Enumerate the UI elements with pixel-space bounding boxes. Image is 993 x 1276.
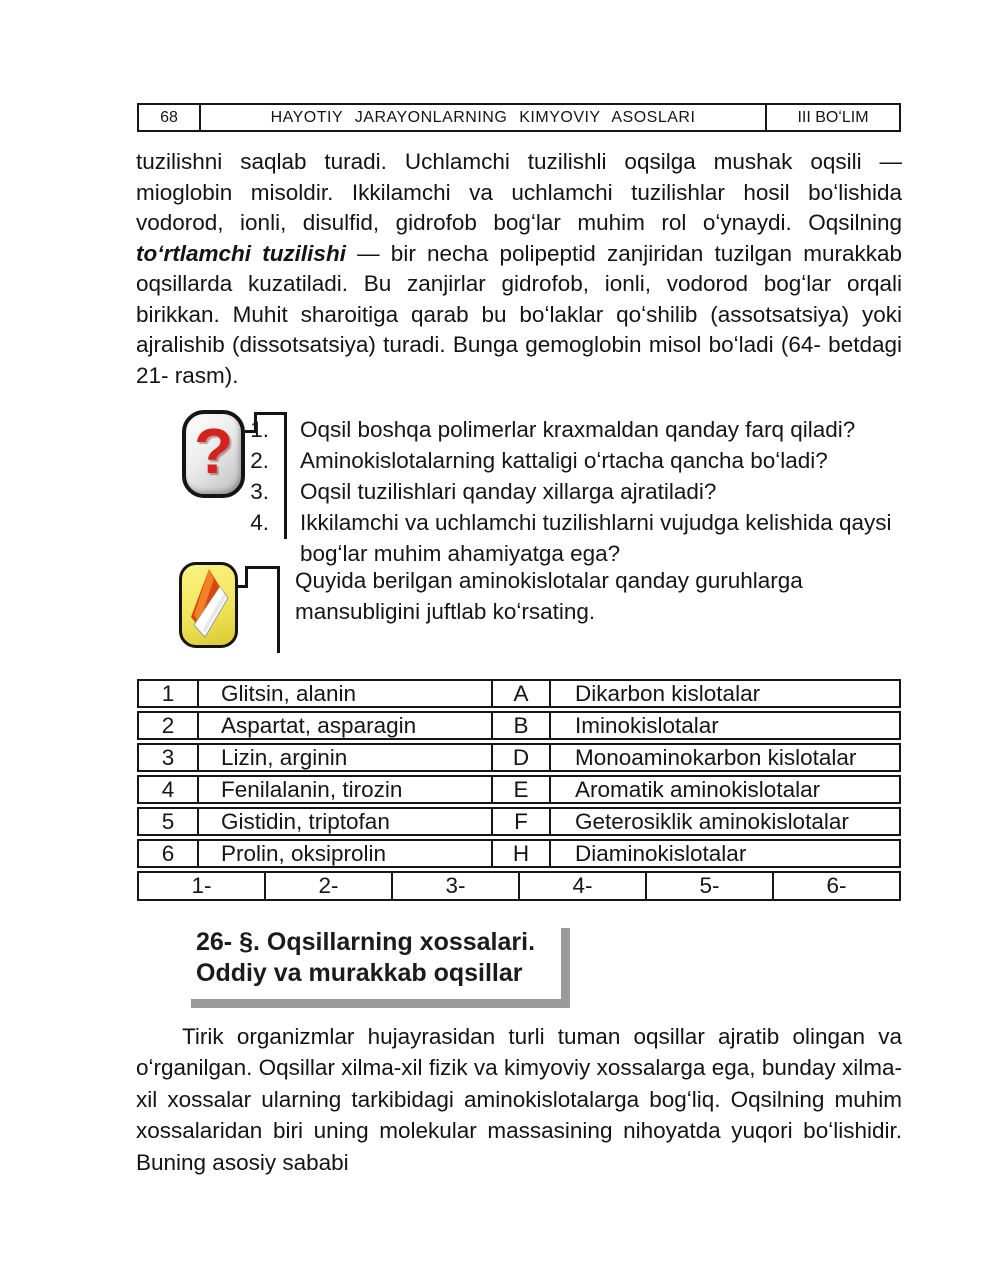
- connector-line: [245, 566, 280, 569]
- row-number: 1: [139, 681, 199, 706]
- group-cell: Diaminokislotalar: [575, 840, 747, 866]
- question-number: 3.: [250, 479, 269, 504]
- answer-cell: 5-: [647, 873, 774, 899]
- question-number: 4.: [250, 510, 269, 535]
- row-number: 5: [139, 809, 199, 834]
- body-paragraph-1: [136, 147, 902, 391]
- chapter-title: HAYOTIY JARAYONLARNING KIMYOVIY ASOSLARI: [201, 105, 767, 130]
- amino-acids-cell: Gistidin, triptofan: [199, 809, 493, 834]
- paragraph1-part1: tuzilishni saqlab turadi. Uchlamchi tuzilishli oqsilga mushak oqsili — mioglobin misoldir. Ikkilamchi va uchlamchi tuzilishlar hosil boʻlishida vodorod, ionli, disulfid, gidrofob bogʻlar muhim rol oʻynaydi. Oqsilning: [136, 149, 902, 235]
- question-number: 1.: [250, 417, 269, 442]
- connector-line: [245, 566, 248, 588]
- matching-table: [137, 679, 901, 901]
- answer-cell: 3-: [393, 873, 520, 899]
- table-row: [137, 807, 901, 836]
- row-letter: F: [493, 809, 551, 834]
- task-block: [137, 556, 903, 660]
- question-number: 2.: [250, 448, 269, 473]
- body-paragraph-2: Tirik organizmlar hujayrasidan turli tuman oqsillar ajratib olingan va oʻrganilgan. Oqsillar xilma-xil fizik va kimyoviy xossalarga ega, bunday xilma-xil xossalar ularning tarkibidagi aminokislotalarga bogʻliq. Oqsilning muhim xossalaridan biri uning molekular massasining nihoyatda yuqori boʻlishidir. Buning asosiy sababi: [136, 1024, 902, 1175]
- row-number: 3: [139, 745, 199, 770]
- table-row: [137, 839, 901, 868]
- answer-cell: 2-: [266, 873, 393, 899]
- section-heading: [182, 919, 561, 999]
- open-book-drawing: [182, 565, 235, 645]
- row-letter: D: [493, 745, 551, 770]
- group-cell: Iminokislotalar: [575, 712, 719, 738]
- group-cell: Aromatik aminokislotalar: [575, 776, 821, 802]
- table-row: [137, 711, 901, 740]
- row-letter: H: [493, 841, 551, 866]
- group-cell: Dikarbon kislotalar: [575, 680, 761, 706]
- answer-cell: 1-: [139, 873, 266, 899]
- question-item: [247, 414, 899, 445]
- group-cell: Monoaminokarbon kislotalar: [575, 744, 857, 770]
- paragraph1-part2: — bir necha polipeptid zanjiridan tuzilgan murakkab oqsillarda kuzatiladi. Bu zanjirlar gidrofob, ionli, vodorod bogʻlar orqali birikkan. Muhit sharoitiga qarab bu boʻlaklar qoʻshilib (assotsatsiya) yoki ajralishib (dissotsatsiya) turadi. Bunga gemoglobin misol boʻladi (64- betdagi 21- rasm).: [136, 240, 902, 388]
- row-number: 2: [139, 713, 199, 738]
- question-text: Ikkilamchi va uchlamchi tuzilishlarni vujudga kelishida qaysi bogʻlar muhim ahamiyatga ega?: [300, 510, 892, 566]
- amino-acids-cell: Glitsin, alanin: [199, 681, 493, 706]
- open-book-icon: [179, 562, 238, 648]
- paragraph1-emphasis: toʻrtlamchi tuzilishi: [136, 240, 346, 266]
- questions-block: [137, 404, 903, 564]
- page-number: 68: [139, 105, 201, 130]
- table-row: [137, 679, 901, 708]
- question-text: Oqsil boshqa polimerlar kraxmaldan qanday farq qiladi?: [300, 417, 856, 442]
- question-mark-icon: [182, 410, 245, 498]
- question-mark-glyph: ?: [193, 415, 234, 487]
- answer-cell: 6-: [826, 873, 847, 898]
- question-text: Aminokislotalarning kattaligi oʻrtacha qancha boʻladi?: [300, 448, 828, 473]
- table-row: [137, 775, 901, 804]
- questions-list: [247, 414, 899, 569]
- row-number: 6: [139, 841, 199, 866]
- question-item: [247, 476, 899, 507]
- answers-row: [137, 871, 901, 901]
- question-item: [247, 445, 899, 476]
- table-row: [137, 743, 901, 772]
- amino-acids-cell: Lizin, arginin: [199, 745, 493, 770]
- section-heading-line2: Oddiy va murakkab oqsillar: [196, 959, 523, 987]
- task-text: Quyida berilgan aminokislotalar qanday guruhlarga mansubligini juftlab koʻrsating.: [295, 568, 803, 624]
- amino-acids-cell: Fenilalanin, tirozin: [199, 777, 493, 802]
- section-heading-line1: 26- §. Oqsillarning xossalari.: [196, 928, 536, 956]
- row-letter: E: [493, 777, 551, 802]
- amino-acids-cell: Aspartat, asparagin: [199, 713, 493, 738]
- answer-cell: 4-: [520, 873, 647, 899]
- amino-acids-cell: Prolin, oksiprolin: [199, 841, 493, 866]
- page-header: [137, 103, 901, 132]
- group-cell: Geterosiklik aminokislotalar: [575, 808, 849, 834]
- row-letter: B: [493, 713, 551, 738]
- section-label: III BOʻLIM: [797, 108, 869, 126]
- row-number: 4: [139, 777, 199, 802]
- question-text: Oqsil tuzilishlari qanday xillarga ajratiladi?: [300, 479, 717, 504]
- task-divider-line: [277, 566, 280, 653]
- row-letter: A: [493, 681, 551, 706]
